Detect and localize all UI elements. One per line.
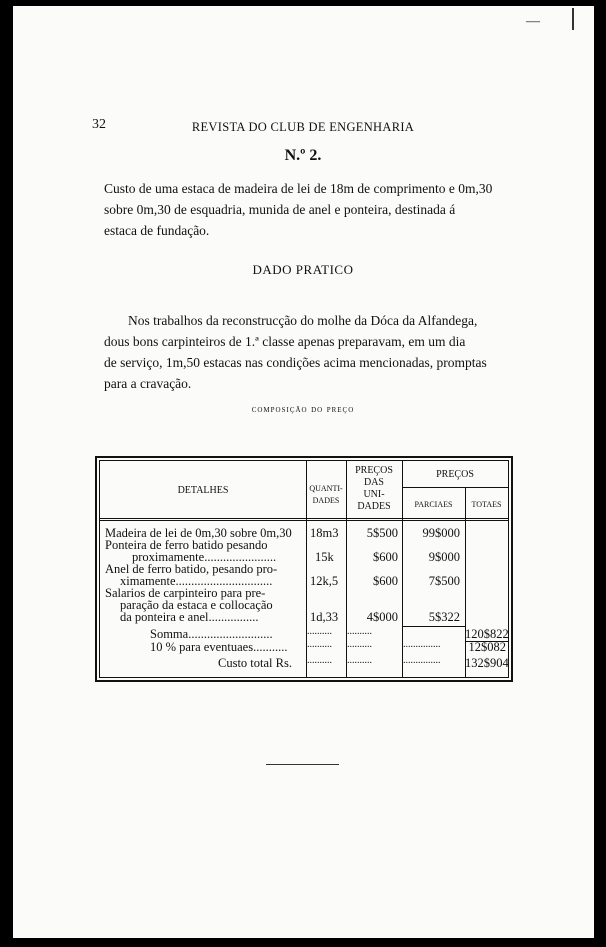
- body-line: de serviço, 1m,50 estacas nas condições acima mencionadas, promptas: [104, 355, 487, 370]
- row-unit-price: $600: [373, 574, 398, 588]
- row-unit-price: 5$500: [366, 526, 398, 540]
- row-detail: Salarios de carpinteiro para pre-: [105, 586, 266, 600]
- dot-leader: ..........: [347, 639, 372, 650]
- price-table: [99, 460, 509, 678]
- row-parcial: 7$500: [428, 574, 460, 588]
- body-line: para a cravação.: [104, 376, 192, 391]
- row-detail: Anel de ferro batido, pesando pro-: [105, 562, 278, 576]
- header-quantidades-line: QUANTI-: [309, 484, 343, 493]
- row-unit-price: $600: [373, 550, 398, 564]
- summary-label: 10 % para eventuaes...........: [150, 640, 288, 654]
- row-parcial: 5$322: [428, 610, 460, 624]
- row-detail: ximamente...............................: [120, 574, 273, 588]
- header-precos-unidades: [346, 465, 402, 513]
- dot-leader: ..........: [307, 626, 332, 637]
- body-line: Nos trabalhos da reconstrucção do molhe da Dóca da Alfandega,: [128, 313, 478, 328]
- row-detail: paração da estaca e collocação: [120, 598, 273, 612]
- body-line: dous bons carpinteiros de 1.ª classe apenas preparavam, em um dia: [104, 334, 466, 349]
- header-parciaes: PARCIAES: [414, 500, 453, 509]
- row-parcial: 99$000: [422, 526, 460, 540]
- composicao-caption: composição do preço: [251, 404, 355, 415]
- row-qty: 12k,5: [310, 574, 339, 588]
- dot-leader: ...............: [403, 655, 441, 666]
- dado-pratico-heading: DADO PRATICO: [252, 262, 354, 277]
- header-totaes: TOTAES: [471, 500, 502, 509]
- section-number: N.º 2.: [284, 147, 322, 164]
- row-unit-price: 4$000: [366, 610, 398, 624]
- row-qty: 18m3: [310, 526, 339, 540]
- dot-leader: ...............: [403, 639, 441, 650]
- dado-pratico-text: [104, 310, 512, 394]
- description-line: estaca de fundação.: [104, 223, 210, 238]
- row-qty: 15k: [315, 550, 334, 564]
- row-qty: 1d,33: [310, 610, 339, 624]
- summary-label: Somma...........................: [150, 627, 273, 641]
- dot-leader: ..........: [307, 639, 332, 650]
- corner-bar: [572, 8, 574, 30]
- running-title: REVISTA DO CLUB DE ENGENHARIA: [191, 120, 415, 134]
- description-line: sobre 0m,30 de esquadria, munida de anel e ponteira, destinada á: [104, 202, 456, 217]
- header-precos: PREÇOS: [436, 469, 474, 480]
- summary-total: 120$822: [465, 627, 509, 641]
- header-detalhes: DETALHES: [177, 485, 229, 496]
- header-quantidades: [306, 483, 346, 507]
- header-quantidades-line: DADES: [312, 496, 340, 505]
- summary-total: 12$082: [468, 640, 506, 654]
- row-detail: Madeira de lei de 0m,30 sobre 0m,30: [105, 526, 292, 540]
- row-parcial: 9$000: [428, 550, 460, 564]
- summary-total: 132$904: [465, 656, 509, 670]
- header-precos-unidades-line: UNI-: [363, 489, 385, 500]
- row-detail: proximamente.......................: [132, 550, 277, 564]
- corner-mark: —: [526, 14, 540, 29]
- page-number: 32: [92, 117, 106, 132]
- summary-label: Custo total Rs.: [218, 656, 292, 670]
- description-line: Custo de uma estaca de madeira de lei de 18m de comprimento e 0m,30: [104, 181, 493, 196]
- row-detail: da ponteira e anel................: [120, 610, 259, 624]
- header-precos-unidades-line: PREÇOS: [355, 465, 393, 476]
- section-description: [104, 178, 512, 241]
- dot-leader: ..........: [347, 655, 372, 666]
- row-detail: Ponteira de ferro batido pesando: [105, 538, 268, 552]
- header-precos-unidades-line: DAS: [363, 477, 384, 488]
- dot-leader: ..........: [347, 626, 372, 637]
- dot-leader: ..........: [307, 655, 332, 666]
- header-precos-unidades-line: DADES: [357, 501, 391, 512]
- closing-rule: [266, 764, 339, 765]
